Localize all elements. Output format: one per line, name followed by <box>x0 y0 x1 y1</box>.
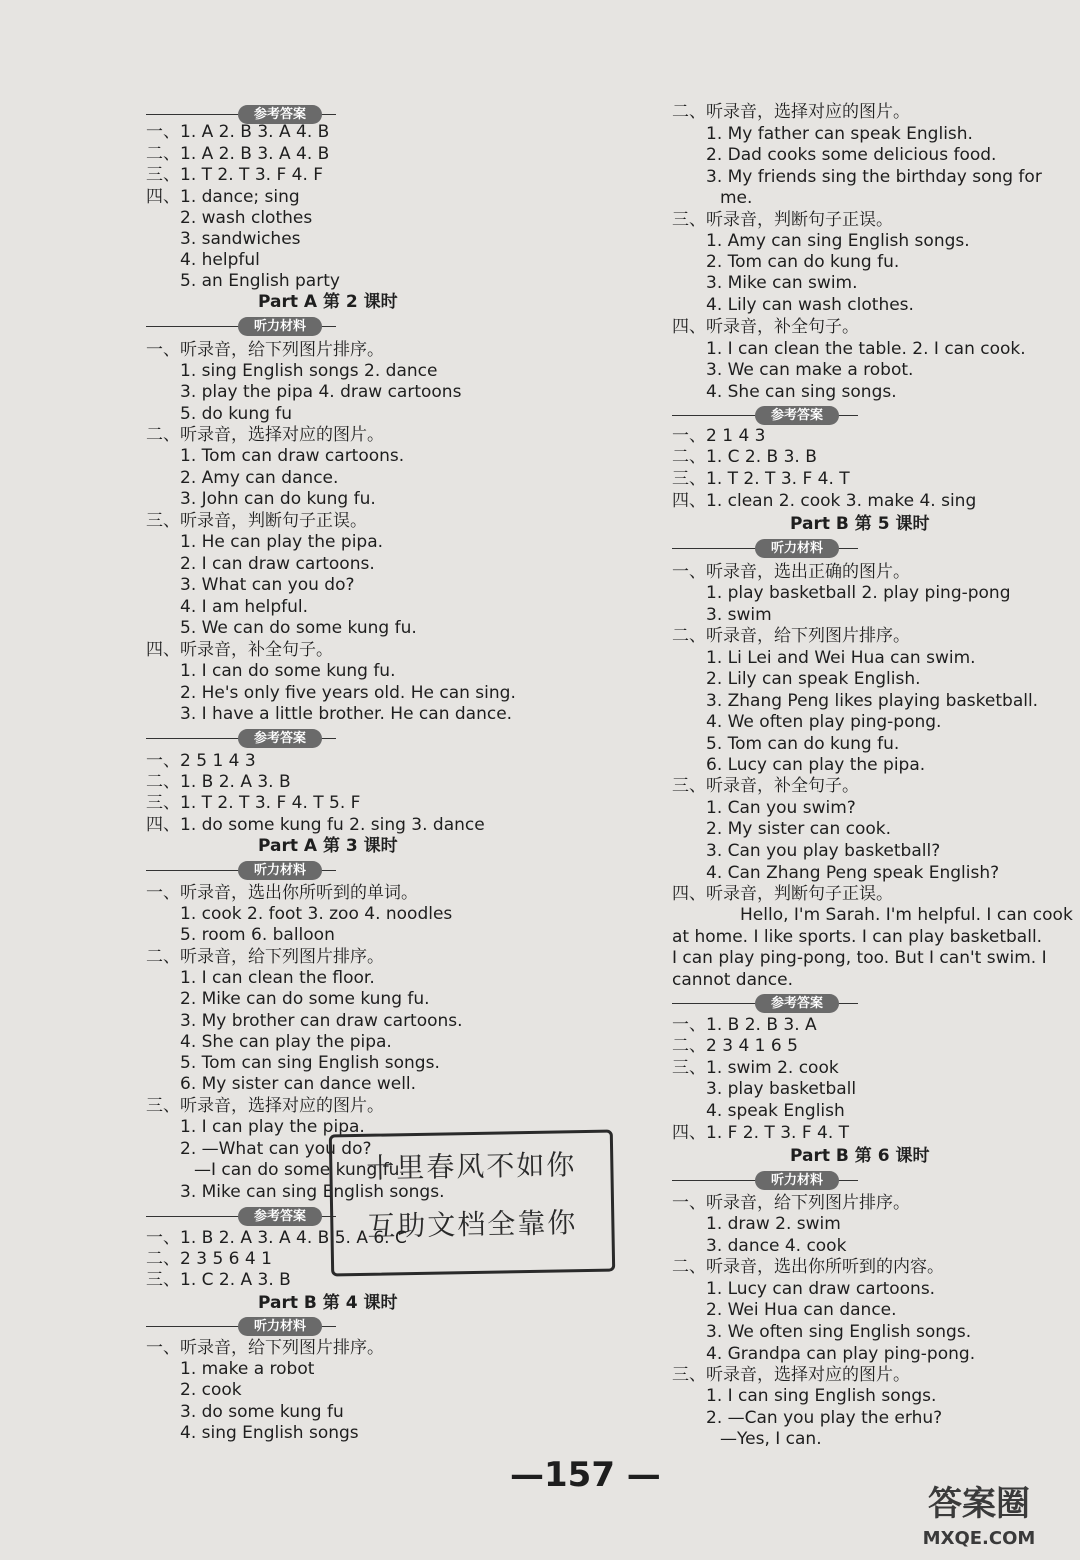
text-line: 三、听录音，判断句子正误。 <box>672 210 893 230</box>
banner-label: 听力材料 <box>238 317 322 336</box>
text-line: 一、2 1 4 3 <box>672 426 766 446</box>
text-line: 3. We often sing English songs. <box>706 1322 972 1342</box>
text-line: Hello, I'm Sarah. I'm helpful. I can cook <box>740 905 1073 925</box>
text-line: 四、听录音，补全句子。 <box>672 317 859 337</box>
text-line: 4. speak English <box>706 1101 845 1121</box>
stamp-line-1: 十里春风不如你 <box>366 1148 577 1185</box>
text-line: 2. My sister can cook. <box>706 819 892 839</box>
text-line: 2. I can draw cartoons. <box>180 554 375 574</box>
banner-label: 参考答案 <box>238 1207 322 1226</box>
text-line: 3. I have a little brother. He can dance. <box>180 704 513 724</box>
text-line: 一、1. B 2. B 3. A <box>672 1015 817 1035</box>
text-line: 3. Mike can sing English songs. <box>180 1182 445 1202</box>
text-line: 二、听录音，选择对应的图片。 <box>672 102 910 122</box>
text-line: 1. sing English songs 2. dance <box>180 361 438 381</box>
text-line: 一、2 5 1 4 3 <box>146 751 256 771</box>
text-line: 1. Lucy can draw cartoons. <box>706 1279 936 1299</box>
text-line: 二、听录音，给下列图片排序。 <box>146 947 384 967</box>
text-line: 一、1. A 2. B 3. A 4. B <box>146 122 330 142</box>
section-banner <box>672 406 858 425</box>
text-line: 3. My friends sing the birthday song for <box>706 167 1042 187</box>
text-line: 4. helpful <box>180 250 260 270</box>
text-line: 1. Amy can sing English songs. <box>706 231 970 251</box>
text-line: 二、1. A 2. B 3. A 4. B <box>146 144 330 164</box>
section-banner <box>146 317 336 336</box>
banner-label: 听力材料 <box>755 1171 839 1190</box>
text-line: 1. cook 2. foot 3. zoo 4. noodles <box>180 904 453 924</box>
page-number: —157 — <box>510 1455 661 1495</box>
text-line: 1. Tom can draw cartoons. <box>180 446 405 466</box>
text-line: 3. John can do kung fu. <box>180 489 376 509</box>
text-line: 四、听录音，判断句子正误。 <box>672 884 893 904</box>
text-line: cannot dance. <box>672 970 793 990</box>
text-line: 四、1. dance; sing <box>146 187 300 207</box>
text-line: 四、听录音，补全句子。 <box>146 640 333 660</box>
text-line: 三、听录音，判断句子正误。 <box>146 511 367 531</box>
text-line: —I can do some kung fu. <box>194 1160 405 1180</box>
text-line: at home. I like sports. I can play basketball. <box>672 927 1043 947</box>
text-line: 4. She can sing songs. <box>706 382 897 402</box>
text-line: 三、1. T 2. T 3. F 4. T <box>672 469 850 489</box>
section-banner <box>146 861 336 880</box>
text-line: 一、听录音，选出正确的图片。 <box>672 562 910 582</box>
text-line: 2. Lily can speak English. <box>706 669 921 689</box>
text-line: 三、1. C 2. A 3. B <box>146 1270 291 1290</box>
watermark-stamp <box>329 1130 615 1277</box>
text-line: 1. Can you swim? <box>706 798 856 818</box>
text-line: 三、听录音，选择对应的图片。 <box>672 1365 910 1385</box>
text-line: 4. She can play the pipa. <box>180 1032 392 1052</box>
text-line: 6. My sister can dance well. <box>180 1074 417 1094</box>
text-line: 3. swim <box>706 605 772 625</box>
section-banner <box>672 539 858 558</box>
text-line: 三、听录音，选择对应的图片。 <box>146 1096 384 1116</box>
text-line: 2. Wei Hua can dance. <box>706 1300 897 1320</box>
banner-label: 参考答案 <box>755 406 839 425</box>
text-line: 四、1. F 2. T 3. F 4. T <box>672 1123 850 1143</box>
text-line: 三、听录音，补全句子。 <box>672 776 859 796</box>
lesson-heading: Part A 第 3 课时 <box>258 836 398 856</box>
text-line: 5. room 6. balloon <box>180 925 335 945</box>
logo-domain: MXQE.COM <box>922 1528 1036 1549</box>
text-line: I can play ping-pong, too. But I can't swim. I <box>672 948 1047 968</box>
text-line: 3. play the pipa 4. draw cartoons <box>180 382 462 402</box>
section-banner <box>672 1171 858 1190</box>
text-line: 4. I am helpful. <box>180 597 309 617</box>
text-line: 2. wash clothes <box>180 208 313 228</box>
text-line: 1. draw 2. swim <box>706 1214 841 1234</box>
text-line: 四、1. do some kung fu 2. sing 3. dance <box>146 815 485 835</box>
lesson-heading: Part B 第 4 课时 <box>258 1293 398 1313</box>
text-line: 5. Tom can sing English songs. <box>180 1053 440 1073</box>
banner-label: 听力材料 <box>755 539 839 558</box>
text-line: 3. play basketball <box>706 1079 857 1099</box>
text-line: me. <box>720 188 753 208</box>
text-line: 4. We often play ping-pong. <box>706 712 942 732</box>
text-line: 3. sandwiches <box>180 229 301 249</box>
text-line: 4. Grandpa can play ping-pong. <box>706 1344 976 1364</box>
text-line: 3. Zhang Peng likes playing basketball. <box>706 691 1039 711</box>
text-line: 三、1. swim 2. cook <box>672 1058 839 1078</box>
text-line: 2. Mike can do some kung fu. <box>180 989 430 1009</box>
text-line: 1. I can do some kung fu. <box>180 661 396 681</box>
text-line: 一、听录音，给下列图片排序。 <box>146 340 384 360</box>
text-line: 1. Li Lei and Wei Hua can swim. <box>706 648 976 668</box>
text-line: 三、1. T 2. T 3. F 4. F <box>146 165 324 185</box>
lesson-heading: Part B 第 6 课时 <box>790 1146 930 1166</box>
logo-text: 答案圈 <box>928 1484 1030 1524</box>
text-line: 4. sing English songs <box>180 1423 359 1443</box>
text-line: 二、1. C 2. B 3. B <box>672 447 817 467</box>
text-line: 二、1. B 2. A 3. B <box>146 772 291 792</box>
text-line: 5. do kung fu <box>180 404 293 424</box>
stamp-line-2: 互助文档全靠你 <box>367 1206 578 1243</box>
text-line: 四、1. clean 2. cook 3. make 4. sing <box>672 491 977 511</box>
text-line: 3. do some kung fu <box>180 1402 344 1422</box>
text-line: 1. I can play the pipa. <box>180 1117 365 1137</box>
text-line: 3. We can make a robot. <box>706 360 914 380</box>
banner-label: 参考答案 <box>238 105 322 124</box>
text-line: 3. Mike can swim. <box>706 273 858 293</box>
banner-label: 参考答案 <box>755 994 839 1013</box>
text-line: 一、听录音，给下列图片排序。 <box>672 1193 910 1213</box>
section-banner <box>672 994 858 1013</box>
text-line: 2. Dad cooks some delicious food. <box>706 145 997 165</box>
text-line: 5. an English party <box>180 271 340 291</box>
text-line: 2. Tom can do kung fu. <box>706 252 900 272</box>
text-line: —Yes, I can. <box>720 1429 822 1449</box>
site-logo <box>888 1476 1070 1552</box>
banner-label: 听力材料 <box>238 861 322 880</box>
text-line: 3. What can you do? <box>180 575 355 595</box>
text-line: 三、1. T 2. T 3. F 4. T 5. F <box>146 793 361 813</box>
text-line: 3. My brother can draw cartoons. <box>180 1011 463 1031</box>
section-banner <box>146 729 336 748</box>
text-line: 1. I can clean the table. 2. I can cook. <box>706 339 1026 359</box>
text-line: 2. cook <box>180 1380 242 1400</box>
text-line: 2. —Can you play the erhu? <box>706 1408 943 1428</box>
text-line: 二、听录音，选出你所听到的内容。 <box>672 1257 944 1277</box>
text-line: 一、听录音，给下列图片排序。 <box>146 1338 384 1358</box>
text-line: 一、1. B 2. A 3. A 4. B 5. A 6. C <box>146 1228 407 1248</box>
text-line: 3. dance 4. cook <box>706 1236 847 1256</box>
section-banner <box>146 1317 336 1336</box>
text-line: 二、听录音，选择对应的图片。 <box>146 425 384 445</box>
text-line: 1. He can play the pipa. <box>180 532 384 552</box>
text-line: 4. Can Zhang Peng speak English? <box>706 863 1000 883</box>
lesson-heading: Part B 第 5 课时 <box>790 514 930 534</box>
text-line: 5. Tom can do kung fu. <box>706 734 900 754</box>
text-line: 1. play basketball 2. play ping-pong <box>706 583 1011 603</box>
text-line: 2. Amy can dance. <box>180 468 339 488</box>
text-line: 一、听录音，选出你所听到的单词。 <box>146 883 418 903</box>
text-line: 二、听录音，给下列图片排序。 <box>672 626 910 646</box>
text-line: 2. He's only five years old. He can sing. <box>180 683 516 703</box>
lesson-heading: Part A 第 2 课时 <box>258 292 398 312</box>
text-line: 6. Lucy can play the pipa. <box>706 755 926 775</box>
text-line: 二、2 3 4 1 6 5 <box>672 1036 798 1056</box>
text-line: 1. I can clean the floor. <box>180 968 375 988</box>
text-line: 3. Can you play basketball? <box>706 841 941 861</box>
text-line: 4. Lily can wash clothes. <box>706 295 914 315</box>
banner-label: 听力材料 <box>238 1317 322 1336</box>
banner-label: 参考答案 <box>238 729 322 748</box>
text-line: 1. I can sing English songs. <box>706 1386 937 1406</box>
text-line: 1. My father can speak English. <box>706 124 973 144</box>
section-banner <box>146 1207 336 1226</box>
text-line: 1. make a robot <box>180 1359 315 1379</box>
text-line: 2. —What can you do? <box>180 1139 372 1159</box>
text-line: 5. We can do some kung fu. <box>180 618 417 638</box>
text-line: 二、2 3 5 6 4 1 <box>146 1249 272 1269</box>
